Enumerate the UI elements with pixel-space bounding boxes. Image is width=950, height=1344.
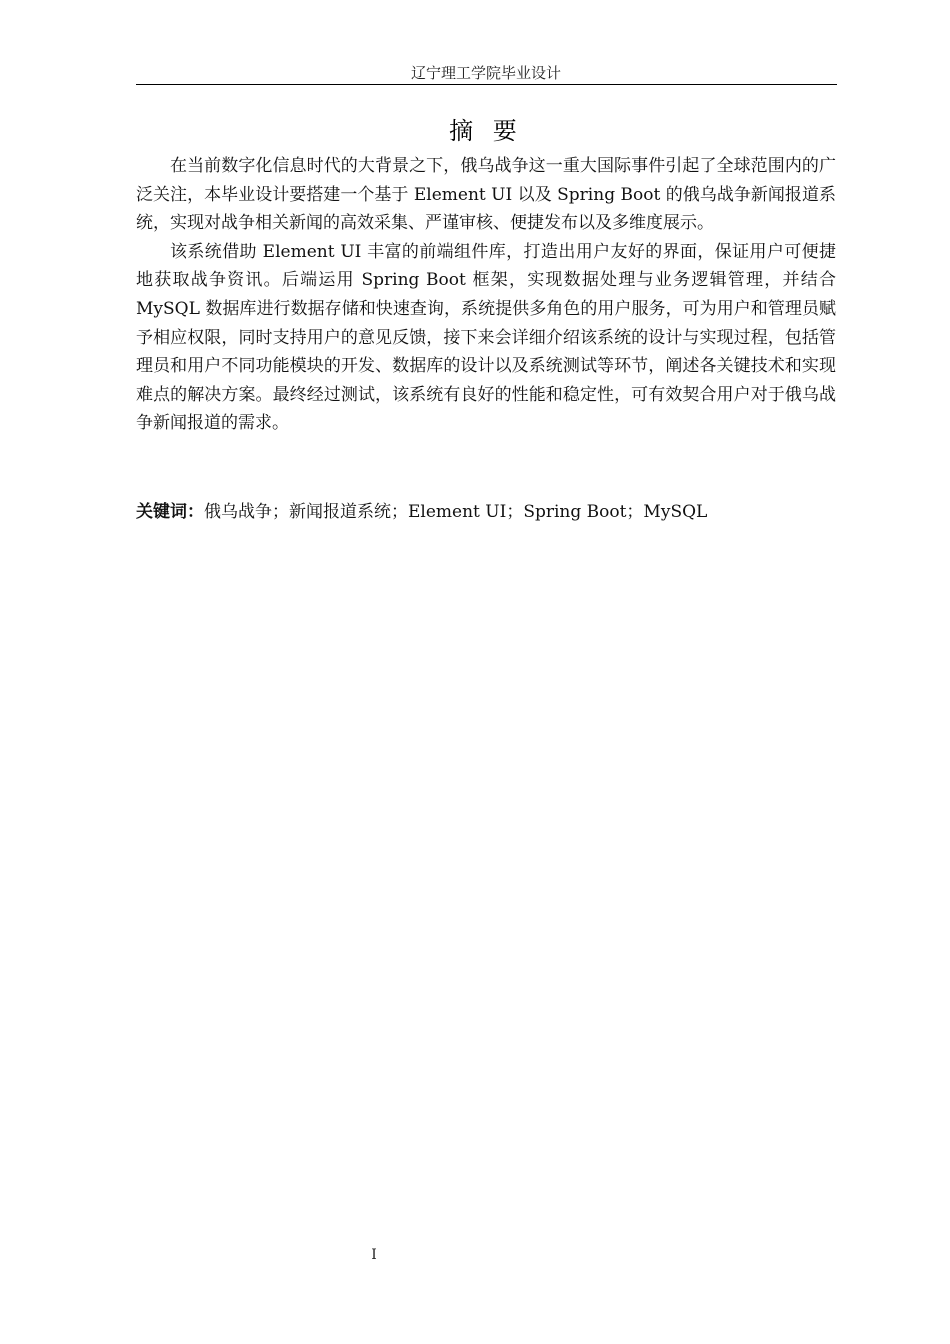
page-number: I: [371, 1247, 377, 1263]
running-header: 辽宁理工学院毕业设计: [410, 64, 561, 82]
keywords-list: 俄乌战争；新闻报道系统；Element UI；Spring Boot；MySQL: [204, 502, 708, 522]
abstract-paragraph-1: 在当前数字化信息时代的大背景之下，俄乌战争这一重大国际事件引起了全球范围内的广泛关注，本毕业设计要搭建一个基于 Element UI 以及 Spring Boot 的俄乌战争新闻报道系统，实现对战争相关新闻的高效采集、严谨审核、便捷发布以及多维度展示。: [136, 156, 836, 234]
header-divider: [136, 84, 837, 85]
abstract-paragraph-2: 该系统借助 Element UI 丰富的前端组件库，打造出用户友好的界面，保证用户可便捷地获取战争资讯。后端运用 Spring Boot 框架，实现数据处理与业务逻辑管理，并结合 MySQL 数据库进行数据存储和快速查询，系统提供多角色的用户服务，可为用户和管理员赋予相应权限，同时支持用户的意见反馈，接下来会详细介绍该系统的设计与实现过程，包括管理员和用户不同功能模块的开发、数据库的设计以及系统测试等环节，阐述各关键技术和实现难点的解决方案。最终经过测试，该系统有良好的性能和稳定性，可有效契合用户对于俄乌战争新闻报道的需求。: [136, 241, 836, 434]
keywords-line: [136, 498, 836, 526]
abstract-title: 摘 要: [449, 117, 523, 145]
keywords-label: 关键词：: [136, 502, 204, 522]
abstract-body: [136, 152, 836, 438]
